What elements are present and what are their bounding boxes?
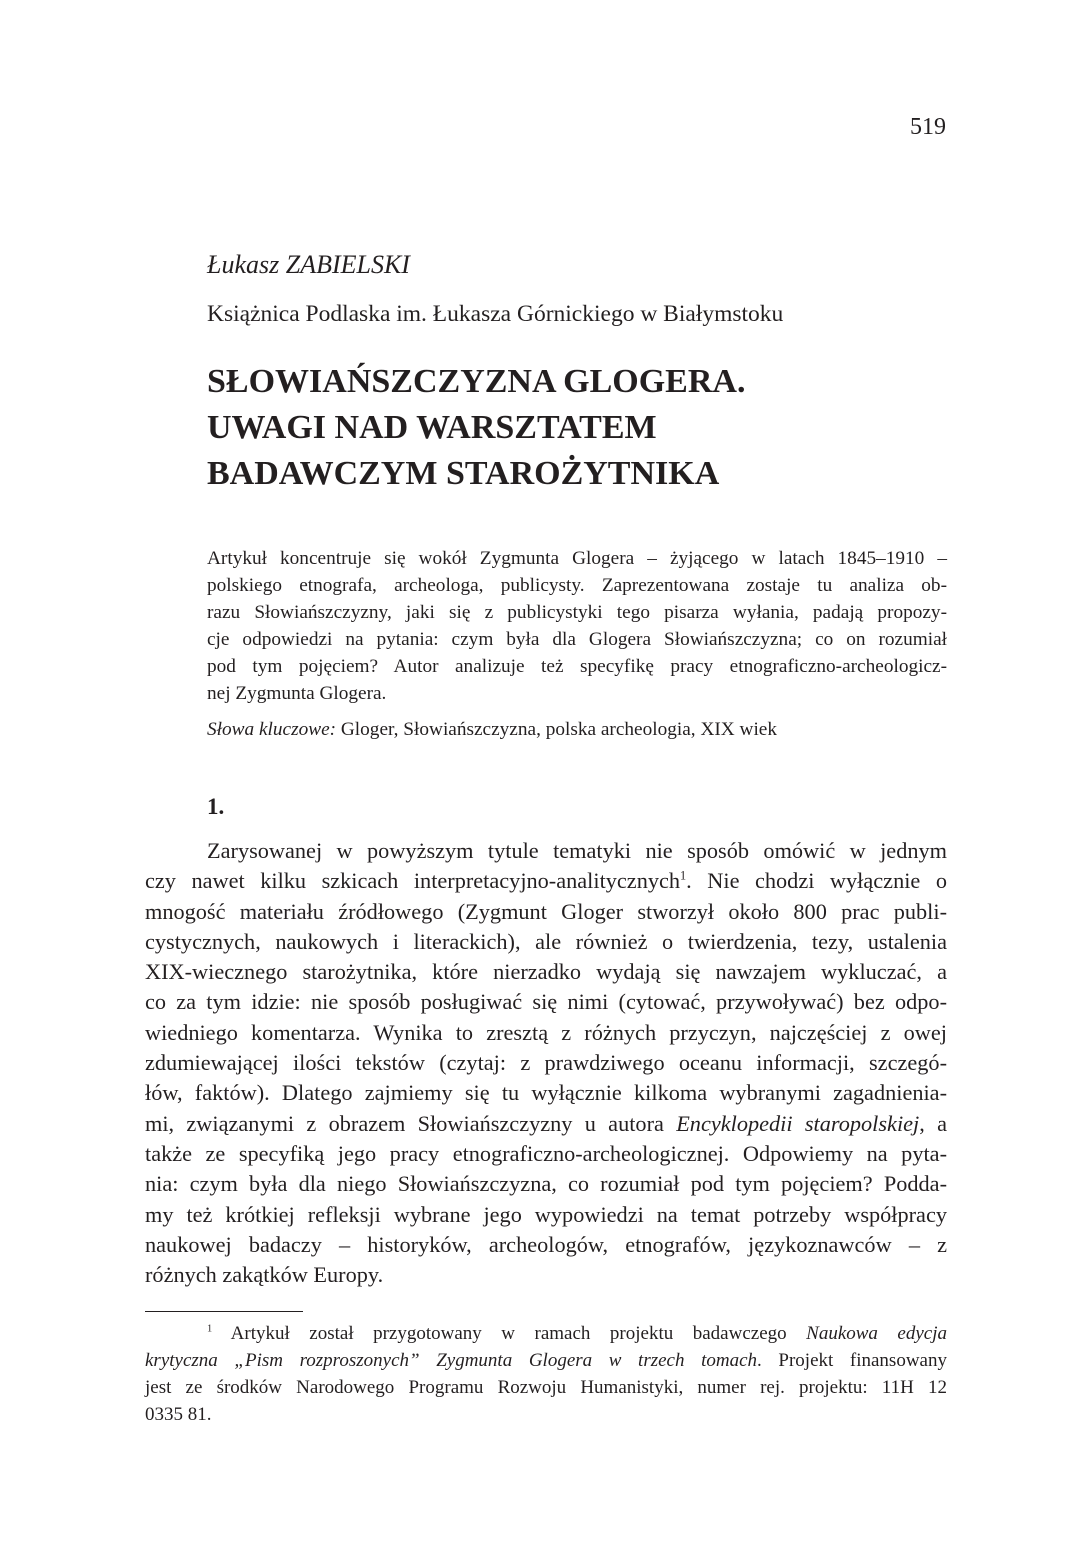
body-line: my też krótkiej refleksji wybrane jego wypowiedzi na temat potrzeby współpracy xyxy=(145,1201,947,1227)
footnote xyxy=(145,1320,947,1428)
body-line: naukowej badaczy – historyków, archeologów, etnografów, językoznawców – z xyxy=(145,1231,947,1257)
footnote-line xyxy=(145,1347,947,1374)
project-title: Naukowa edycja xyxy=(806,1323,947,1344)
abstract-line: pod tym pojęciem? Autor analizuje też specyfikę pracy etnograficzno-archeologicz- xyxy=(207,656,947,677)
body-text: . Nie chodzi wyłącznie o xyxy=(686,868,947,894)
footnote-line xyxy=(145,1320,947,1347)
abstract-line: Artykuł koncentruje się wokół Zygmunta Glogera – żyjącego w latach 1845–1910 – xyxy=(207,548,947,569)
abstract-line: polskiego etnografa, archeologa, publicysty. Zaprezentowana zostaje tu analiza ob- xyxy=(207,575,947,596)
keywords xyxy=(207,716,777,743)
body-line: Zarysowanej w powyższym tytule tematyki nie sposób omówić w jednym xyxy=(207,838,947,863)
body-line: wiedniego komentarza. Wynika to zresztą z różnych przyczyn, najczęściej z owej xyxy=(145,1019,947,1045)
body-line: także ze specyfiką jego pracy etnograficzno-archeologicznej. Odpowiemy na pyta- xyxy=(145,1140,947,1166)
abstract xyxy=(207,545,947,707)
body-line: łów, faktów). Dlatego zajmiemy się tu wyłącznie kilkoma wybranymi zagadnienia- xyxy=(145,1080,947,1106)
footnote-marker: 1 xyxy=(207,1323,213,1335)
body-text: mi, związanymi z obrazem Słowiańszczyzny u autora xyxy=(145,1110,677,1136)
title-line: SŁOWIAŃSZCZYZNA GLOGERA. xyxy=(207,363,746,400)
body-line xyxy=(145,866,947,896)
body-line: co za tym idzie: nie sposób posługiwać się nimi (cytować, przywoływać) bez odpo- xyxy=(145,989,947,1015)
body-line: mnogość materiału źródłowego (Zygmunt Gloger stworzył około 800 prac publi- xyxy=(145,898,947,924)
body-line: różnych zakątków Europy. xyxy=(145,1262,384,1288)
body-line: zdumiewającej ilości tekstów (czytaj: z prawdziwego oceanu informacji, szczegó- xyxy=(145,1050,947,1076)
author-name: Łukasz ZABIELSKI xyxy=(207,250,410,279)
footnote-separator xyxy=(145,1311,303,1312)
body-line: cystycznych, naukowych i literackich), ale również o twierdzenia, tezy, ustalenia xyxy=(145,928,947,954)
book-title: Encyklopedii staropolskiej xyxy=(676,1110,920,1136)
author-affiliation: Książnica Podlaska im. Łukasza Górnickiego w Białymstoku xyxy=(207,301,784,327)
section-heading: 1. xyxy=(207,794,225,819)
footnote-text: . Projekt finansowany xyxy=(757,1350,947,1371)
footnote-line: jest ze środków Narodowego Programu Rozwoju Humanistyki, numer rej. projektu: 11H 12 xyxy=(145,1377,947,1398)
body-line: XIX-wiecznego starożytnika, które nierzadko wydają się nawzajem wykluczać, a xyxy=(145,959,947,985)
abstract-line: cje odpowiedzi na pytania: czym była dla Glogera Słowiańszczyzna; co on rozumiał xyxy=(207,629,947,650)
footnote-text: Artykuł został przygotowany w ramach projektu badawczego xyxy=(212,1323,807,1344)
keywords-value: Gloger, Słowiańszczyzna, polska archeologia, XIX wiek xyxy=(336,719,778,740)
body-line xyxy=(145,1109,947,1139)
article-title xyxy=(207,359,745,497)
footnote-line: 0335 81. xyxy=(145,1404,212,1425)
body-text: , a xyxy=(919,1110,947,1136)
body-paragraph xyxy=(145,836,947,1290)
keywords-label: Słowa kluczowe: xyxy=(207,719,337,740)
title-line: UWAGI NAD WARSZTATEM xyxy=(207,409,657,446)
abstract-line: nej Zygmunta Glogera. xyxy=(207,683,387,704)
title-line: BADAWCZYM STAROŻYTNIKA xyxy=(207,455,720,492)
body-text: czy nawet kilku szkicach interpretacyjno-analitycznych xyxy=(145,868,681,894)
footnote-reference[interactable]: 1 xyxy=(680,868,687,883)
page-number: 519 xyxy=(910,114,946,140)
body-line: nia: czym była dla niego Słowiańszczyzna, co rozumiał pod tym pojęciem? Podda- xyxy=(145,1171,947,1197)
abstract-line: razu Słowiańszczyzny, jaki się z publicystyki tego pisarza wyłania, padają propozy- xyxy=(207,602,947,623)
project-title: krytyczna „Pism rozproszonych” Zygmunta Glogera w trzech tomach xyxy=(145,1350,758,1371)
